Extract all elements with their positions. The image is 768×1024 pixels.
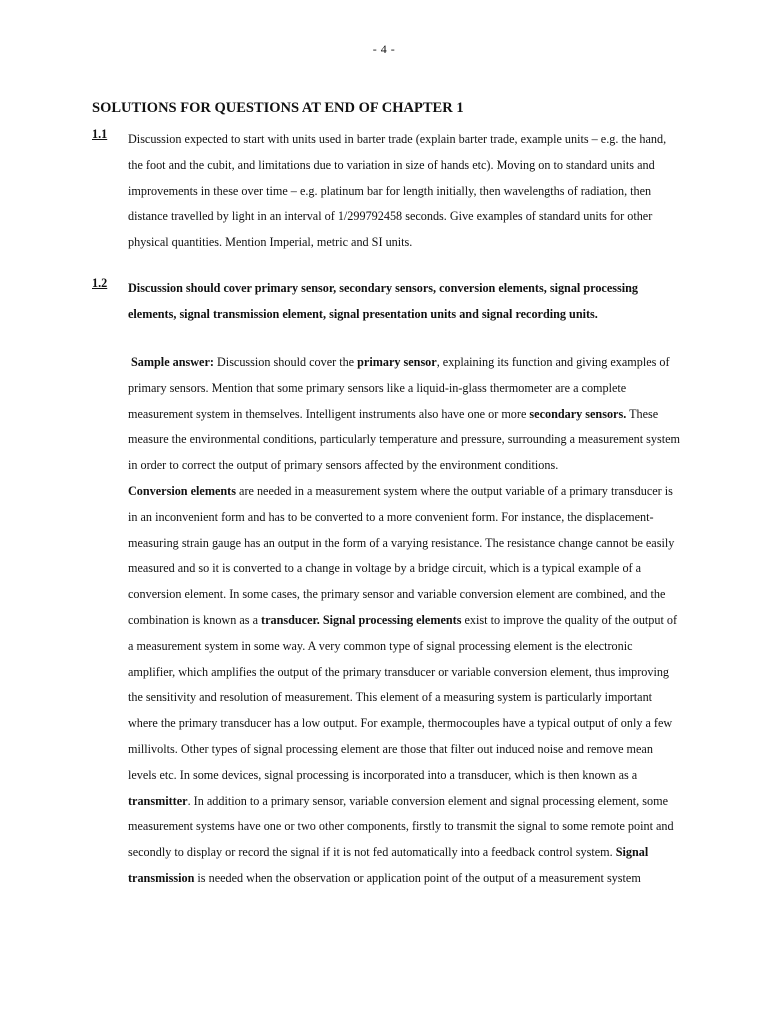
- answer-paragraph-2: [128, 479, 680, 892]
- term-conversion-elements: Conversion elements: [128, 483, 236, 498]
- term-signal-processing-elements: Signal processing elements: [322, 612, 462, 627]
- answer-text: is needed when the observation or application point of the output of a measurement system: [194, 870, 641, 885]
- question-text: Discussion should cover primary sensor, secondary sensors, conversion elements, signal processing elements, signal transmission element, signal presentation units and signal recording units.: [128, 281, 638, 321]
- question-number: 1.2: [92, 276, 108, 290]
- answer-text: Discussion should cover the: [213, 355, 358, 369]
- sample-answer-label: Sample answer:: [131, 355, 214, 369]
- sample-answer: [128, 350, 680, 892]
- term-transducer: transducer.: [261, 612, 320, 627]
- answer-text: These measure the environmental conditions, particularly temperature and pressure, surrounding a measurement system in order to correct the output of primary sensors affected by the environment conditions.: [128, 406, 680, 473]
- term-signal-transmission: Signal transmission: [128, 845, 649, 885]
- answer-text: . In addition to a primary sensor, variable conversion element and signal processing element, some measurement systems have one or two other components, firstly to transmit the signal to some remote point and secondly to display or record the signal if it is not fed automatically into a feedback control system.: [128, 793, 674, 860]
- term-secondary-sensors: secondary sensors.: [529, 406, 627, 421]
- answer-text: exist to improve the quality of the output of a measurement system in some way. A very common type of signal processing element is the electronic amplifier, which amplifies the output of the primary transducer or variable conversion element, thus improving the sensitivity and resolution of measurement. This element of a measuring system is particularly important where the primary transducer has a low output. For example, thermocouples have a typical output of only a few millivolts. Other types of signal processing element are those that filter out induced noise and remove mean levels etc. In some devices, signal processing is incorporated into a transducer, which is then known as a: [128, 612, 678, 782]
- term-primary-sensor: primary sensor: [357, 355, 437, 369]
- question-text: Discussion expected to start with units used in barter trade (explain barter trade, example units – e.g. the hand, the foot and the cubit, and limitations due to variation in size of hands etc). Moving on to standard units and improvements in these over time – e.g. platinum bar for length initially, then wavelengths of radiation, then distance travelled by light in an interval of 1/299792458 seconds. Give examples of standard units for other physical quantities. Mention Imperial, metric and SI units.: [128, 132, 667, 250]
- term-transmitter: transmitter: [128, 793, 188, 808]
- answer-text: are needed in a measurement system where the output variable of a primary transducer is in an inconvenient form and has to be converted to a more convenient form. For instance, the displacement-measuring strain gauge has an output in the form of a varying resistance. The resistance change cannot be easily measured and so it is converted to a change in voltage by a bridge circuit, which is a typical example of a conversion element. In some cases, the primary sensor and variable conversion element are combined, and the combination is known as a: [128, 483, 675, 627]
- answer-paragraph-1: [128, 350, 680, 479]
- page-number: - 4 -: [372, 42, 396, 56]
- question-1-1: [92, 127, 680, 256]
- question-number: 1.1: [92, 127, 108, 141]
- question-1-2: [92, 276, 680, 328]
- answer-text: , explaining its function and giving examples of primary sensors. Mention that some primary sensors like a liquid-in-glass thermometer are a complete measurement system in themselves. Intelligent instruments also have one or more: [128, 355, 670, 421]
- chapter-heading: SOLUTIONS FOR QUESTIONS AT END OF CHAPTER 1: [92, 100, 464, 116]
